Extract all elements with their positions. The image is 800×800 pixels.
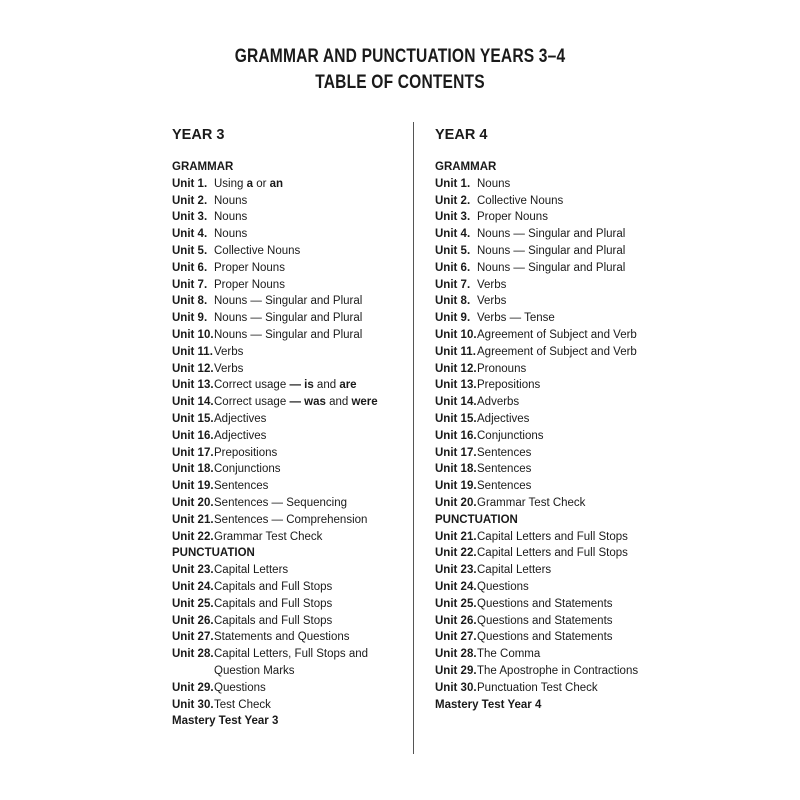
unit-number: Unit 18. — [435, 463, 477, 476]
page-title: GRAMMAR AND PUNCTUATION YEARS 3–4 — [234, 46, 566, 67]
toc-entry — [435, 344, 695, 361]
toc-entry — [172, 226, 407, 243]
unit-number: Unit 7. — [435, 278, 471, 291]
unit-number: Unit 16. — [435, 429, 477, 442]
toc-entry — [435, 394, 695, 411]
unit-title: Using a or an — [214, 177, 284, 190]
year-4-column — [435, 124, 695, 713]
unit-number: Unit 27. — [435, 631, 477, 644]
unit-number: Unit 6. — [172, 261, 208, 274]
toc-entry — [435, 293, 695, 310]
unit-number: Unit 21. — [172, 513, 214, 526]
toc-entry — [172, 209, 407, 226]
unit-number: Unit 29. — [172, 681, 214, 694]
unit-title: Capital Letters — [477, 564, 552, 577]
unit-title: Correct usage — is and are — [214, 379, 357, 392]
toc-entry — [435, 428, 695, 445]
unit-title: Verbs — [214, 362, 244, 375]
toc-entry — [172, 344, 407, 361]
unit-number: Unit 19. — [435, 480, 477, 493]
unit-number: Unit 15. — [435, 412, 477, 425]
unit-number: Unit 20. — [435, 496, 477, 509]
unit-title: Nouns — Singular and Plural — [477, 228, 626, 241]
unit-title: Collective Nouns — [477, 194, 564, 207]
year-3-grammar-list — [172, 176, 407, 546]
unit-title: Grammar Test Check — [214, 530, 323, 543]
unit-title: Verbs — [477, 295, 507, 308]
unit-title: Adjectives — [214, 412, 267, 425]
unit-title: Questions and Statements — [477, 631, 613, 644]
unit-number: Unit 26. — [435, 614, 477, 627]
toc-entry — [172, 562, 407, 579]
year-3-grammar-heading: GRAMMAR — [172, 161, 234, 173]
unit-number: Unit 7. — [172, 278, 208, 291]
year-3-punctuation-heading: PUNCTUATION — [172, 547, 255, 560]
unit-title: Proper Nouns — [214, 261, 285, 274]
unit-title: Verbs — [214, 345, 244, 358]
unit-number: Unit 10. — [435, 328, 477, 341]
unit-number: Unit 9. — [172, 312, 208, 325]
unit-title: Capital Letters — [214, 564, 289, 577]
unit-number: Unit 3. — [172, 211, 208, 224]
toc-entry — [435, 209, 695, 226]
toc-entry — [172, 596, 407, 613]
toc-entry — [172, 646, 407, 680]
unit-number: Unit 23. — [435, 564, 477, 577]
toc-entry — [172, 260, 407, 277]
unit-number: Unit 17. — [172, 446, 214, 459]
unit-title: Adjectives — [214, 429, 267, 442]
year-4-punctuation-heading: PUNCTUATION — [435, 513, 518, 526]
unit-number: Unit 2. — [172, 194, 208, 207]
unit-title: Nouns — Singular and Plural — [214, 295, 363, 308]
toc-entry — [435, 310, 695, 327]
toc-entry — [435, 663, 695, 680]
unit-number: Unit 4. — [435, 228, 471, 241]
toc-entry — [172, 277, 407, 294]
unit-number: Unit 1. — [435, 177, 471, 190]
unit-number: Unit 30. — [435, 681, 477, 694]
unit-title: Capitals and Full Stops — [214, 597, 333, 610]
unit-number: Unit 10. — [172, 328, 214, 341]
unit-title: Capitals and Full Stops — [214, 580, 333, 593]
toc-entry — [172, 377, 407, 394]
column-divider — [413, 122, 414, 754]
unit-title: Nouns — Singular and Plural — [214, 312, 363, 325]
unit-number: Unit 14. — [435, 396, 477, 409]
unit-number: Unit 8. — [172, 295, 208, 308]
unit-number: Unit 6. — [435, 261, 471, 274]
unit-number: Unit 17. — [435, 446, 477, 459]
unit-title: Statements and Questions — [214, 631, 350, 644]
unit-title: Test Check — [214, 698, 271, 711]
unit-number: Unit 24. — [435, 580, 477, 593]
year-3-heading: YEAR 3 — [172, 127, 225, 143]
toc-entry — [435, 176, 695, 193]
toc-entry — [172, 411, 407, 428]
unit-title: Punctuation Test Check — [477, 681, 598, 694]
unit-number: Unit 30. — [172, 698, 214, 711]
toc-entry — [435, 646, 695, 663]
page-subtitle: TABLE OF CONTENTS — [315, 72, 485, 93]
toc-entry — [172, 512, 407, 529]
toc-entry — [172, 461, 407, 478]
unit-number: Unit 23. — [172, 564, 214, 577]
unit-number: Unit 12. — [172, 362, 214, 375]
toc-entry — [435, 680, 695, 697]
unit-title: Grammar Test Check — [477, 496, 586, 509]
year-4-grammar-list — [435, 176, 695, 512]
unit-title: Nouns — Singular and Plural — [477, 261, 626, 274]
toc-entry — [172, 327, 407, 344]
toc-entry — [435, 226, 695, 243]
unit-title: Pronouns — [477, 362, 527, 375]
unit-number: Unit 3. — [435, 211, 471, 224]
toc-entry — [172, 293, 407, 310]
unit-title: Nouns — [477, 177, 511, 190]
unit-number: Unit 11. — [435, 345, 476, 358]
toc-entry — [435, 629, 695, 646]
toc-entry — [172, 193, 407, 210]
unit-number: Unit 13. — [172, 379, 214, 392]
toc-entry — [172, 445, 407, 462]
unit-title: Questions — [477, 580, 529, 593]
unit-title: Capital Letters and Full Stops — [477, 547, 628, 560]
unit-number: Unit 13. — [435, 379, 477, 392]
unit-title: Questions — [214, 681, 266, 694]
toc-entry — [435, 545, 695, 562]
unit-number: Unit 25. — [435, 597, 477, 610]
toc-entry — [435, 445, 695, 462]
toc-entry — [435, 277, 695, 294]
unit-number: Unit 2. — [435, 194, 471, 207]
unit-title: Capitals and Full Stops — [214, 614, 333, 627]
toc-entry — [435, 377, 695, 394]
toc-entry — [172, 394, 407, 411]
unit-number: Unit 28. — [435, 648, 477, 661]
year-4-grammar-heading: GRAMMAR — [435, 161, 497, 173]
unit-number: Unit 4. — [172, 228, 208, 241]
unit-title: Proper Nouns — [477, 211, 548, 224]
unit-number: Unit 25. — [172, 597, 214, 610]
toc-entry — [172, 529, 407, 546]
unit-title: The Apostrophe in Contractions — [477, 664, 639, 677]
unit-title: Sentences — [214, 480, 269, 493]
unit-number: Unit 21. — [435, 530, 477, 543]
toc-entry — [172, 697, 407, 714]
unit-title: The Comma — [477, 648, 541, 661]
unit-number: Unit 11. — [172, 345, 213, 358]
unit-title: Nouns — [214, 228, 248, 241]
toc-entry — [435, 193, 695, 210]
page-title-block — [0, 44, 800, 96]
unit-title: Conjunctions — [477, 429, 544, 442]
toc-entry — [172, 478, 407, 495]
unit-title: Prepositions — [214, 446, 278, 459]
toc-entry — [172, 243, 407, 260]
toc-entry — [435, 579, 695, 596]
toc-entry — [435, 411, 695, 428]
unit-title: Conjunctions — [214, 463, 281, 476]
unit-number: Unit 8. — [435, 295, 471, 308]
unit-title: Capital Letters and Full Stops — [477, 530, 628, 543]
toc-entry — [172, 428, 407, 445]
toc-entry — [172, 495, 407, 512]
unit-number: Unit 9. — [435, 312, 471, 325]
toc-entry — [172, 176, 407, 193]
unit-title: Questions and Statements — [477, 614, 613, 627]
toc-entry — [435, 478, 695, 495]
toc-entry — [435, 596, 695, 613]
unit-number: Unit 29. — [435, 664, 477, 677]
toc-entry — [172, 579, 407, 596]
unit-number: Unit 12. — [435, 362, 477, 375]
unit-number: Unit 5. — [435, 244, 471, 257]
unit-title: Verbs — [477, 278, 507, 291]
unit-number: Unit 1. — [172, 177, 208, 190]
year-4-punctuation-list — [435, 529, 695, 697]
unit-number: Unit 22. — [435, 547, 477, 560]
unit-number: Unit 28. — [172, 648, 214, 661]
unit-number: Unit 18. — [172, 463, 214, 476]
unit-title: Sentences — Sequencing — [214, 496, 347, 509]
unit-number: Unit 14. — [172, 396, 214, 409]
unit-number: Unit 27. — [172, 631, 214, 644]
unit-title: Prepositions — [477, 379, 541, 392]
unit-title: Nouns — Singular and Plural — [214, 328, 363, 341]
unit-title: Adverbs — [477, 396, 520, 409]
unit-title: Nouns — Singular and Plural — [477, 244, 626, 257]
unit-title: Sentences — Comprehension — [214, 513, 368, 526]
unit-title: Agreement of Subject and Verb — [477, 328, 637, 341]
unit-title: Proper Nouns — [214, 278, 285, 291]
unit-title: Adjectives — [477, 412, 530, 425]
unit-title: Collective Nouns — [214, 244, 301, 257]
unit-title: Nouns — [214, 211, 248, 224]
unit-title: Verbs — Tense — [477, 312, 555, 325]
year-4-heading: YEAR 4 — [435, 127, 488, 143]
unit-title: Sentences — [477, 480, 532, 493]
toc-entry — [172, 629, 407, 646]
toc-entry — [435, 613, 695, 630]
year-3-punctuation-list — [172, 562, 407, 713]
unit-title: Agreement of Subject and Verb — [477, 345, 637, 358]
toc-entry — [435, 461, 695, 478]
toc-entry — [435, 529, 695, 546]
toc-entry — [435, 562, 695, 579]
toc-entry — [172, 613, 407, 630]
toc-entry — [435, 243, 695, 260]
unit-number: Unit 15. — [172, 412, 214, 425]
unit-number: Unit 16. — [172, 429, 214, 442]
unit-number: Unit 26. — [172, 614, 214, 627]
unit-number: Unit 19. — [172, 480, 214, 493]
toc-entry — [172, 680, 407, 697]
unit-title: Sentences — [477, 463, 532, 476]
unit-number: Unit 24. — [172, 580, 214, 593]
unit-title: Correct usage — was and were — [214, 396, 378, 409]
toc-entry — [172, 310, 407, 327]
unit-title: Sentences — [477, 446, 532, 459]
toc-entry — [435, 495, 695, 512]
unit-number: Unit 20. — [172, 496, 214, 509]
year-3-mastery-test: Mastery Test Year 3 — [172, 715, 279, 728]
unit-number: Unit 5. — [172, 244, 208, 257]
toc-entry — [435, 361, 695, 378]
year-3-column — [172, 124, 407, 730]
unit-number: Unit 22. — [172, 530, 214, 543]
toc-entry — [435, 260, 695, 277]
year-4-mastery-test: Mastery Test Year 4 — [435, 698, 542, 711]
unit-title: Capital Letters, Full Stops and Question Marks — [214, 648, 369, 677]
toc-entry — [435, 327, 695, 344]
unit-title: Questions and Statements — [477, 597, 613, 610]
unit-title: Nouns — [214, 194, 248, 207]
toc-entry — [172, 361, 407, 378]
